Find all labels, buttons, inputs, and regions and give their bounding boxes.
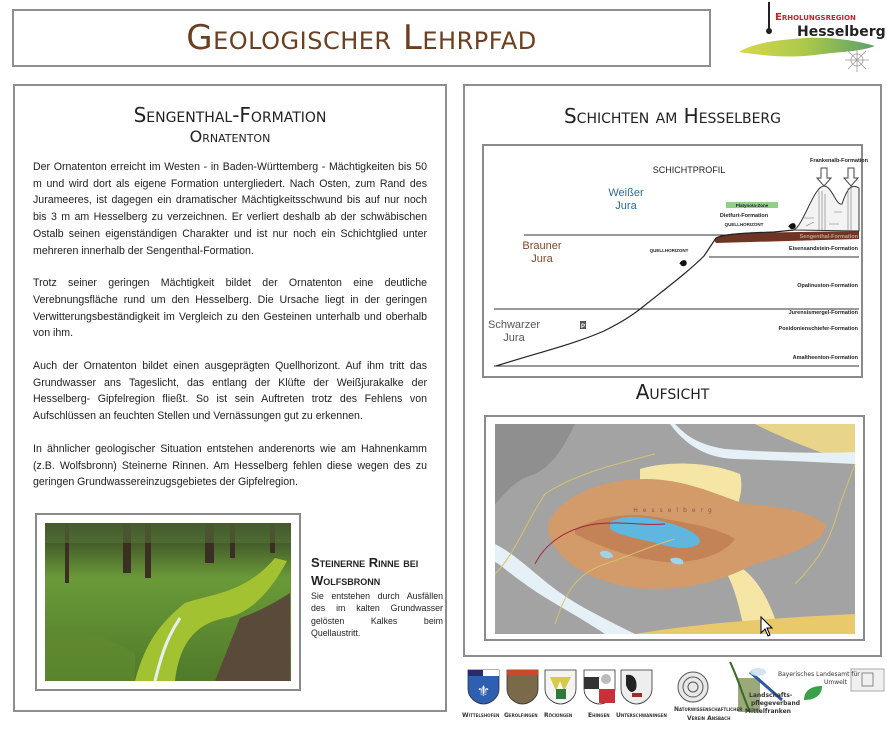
label-roeckingen: Röckingen — [544, 712, 573, 719]
paragraph-3: Auch der Ornatenton bildet einen ausgeprägten Quellhorizont. Auf ihm tritt das Grundwasser ans Tageslicht, das entlang der Klüfte der Weißjurakalke der Hesselberg- Gipfelregion fließt. So ist sein Auftreten trotz des Fehlens von Aufschlüssen an feuchten Stellen und Vernässungen gut zu erkennen. — [33, 360, 427, 423]
svg-text:⚜: ⚜ — [476, 682, 491, 700]
parking-label: P — [580, 324, 586, 330]
label-nva-line2: Verein Ansbach — [687, 715, 731, 722]
map-summit-label: Hesselberg — [633, 507, 717, 514]
label-opalinuston: Opalinuston-Formation — [797, 283, 858, 289]
label-posidonienschiefer: Posidonienschiefer-Formation — [778, 326, 858, 332]
gerolfingen-crest-icon — [506, 669, 539, 705]
profile-heading: Schichtprofil — [652, 165, 726, 175]
label-amaltheenton: Amaltheenton-Formation — [792, 355, 858, 361]
spring-icon — [789, 224, 795, 229]
label-quellhorizont: Quellhorizont — [724, 222, 764, 227]
weisser-label-1: Weißer — [608, 187, 644, 199]
roeckingen-crest-icon — [544, 669, 577, 705]
brauner-label-2: Jura — [531, 253, 553, 265]
map-section-title: Aufsicht — [635, 380, 710, 404]
ehingen-crest-icon — [583, 669, 616, 705]
label-lpv-line1: Landschafts- — [749, 692, 793, 699]
label-eisensandstein: Eisensandstein-Formation — [788, 246, 858, 252]
frankenalb-hills — [794, 186, 859, 231]
leaf-icon — [802, 684, 824, 702]
label-unterschwaningen: Unterschwaningen — [616, 712, 667, 719]
label-sengenthal: Sengenthal-Formation — [799, 234, 858, 240]
label-lpv-line3: Mittelfranken — [745, 708, 791, 715]
paragraph-1: Der Ornatenton erreicht im Westen - in Baden-Württemberg - Mächtigkeiten bis 50 m und wird dort als eigene Formation untergliedert. Nach Osten, zum Rand des Jurameeres, ist dagegen ein dramatischer Mächtigkeitsschwund bis auf nur noch bis 3 m am Hesselberg zu verzeichnen. Er verliert deshalb ab der schwäbischen Ostalb seinen eigenständigen Charakter und ist nur noch ein Schichtglied unter mehreren innerhalb der Sengenthal-Formation. — [33, 161, 427, 257]
paragraph-4: In ähnlicher geologischer Situation entstehen anderenorts wie am Hahnenkamm (z.B. Wolfsbronn) Steinerne Rinnen. Am Hesselberg fehlen diese wegen des zu geringen Grundwassereinzugsgebietes der Gipfelregion. — [33, 442, 427, 489]
caption-text: Sie entstehen durch Ausfällen des im kalten Grundwasser gelösten Kalkes beim Quellaustritt. — [311, 591, 443, 638]
label-gerolfingen: Gerolfingen — [504, 712, 538, 719]
schwarzer-label-2: Jura — [503, 332, 525, 344]
profile-section-title: Schichten am Hesselberg — [563, 104, 781, 128]
wittelshofen-crest-icon — [467, 669, 500, 705]
label-lfu-line2: Umwelt — [824, 679, 847, 686]
right-panel — [463, 84, 882, 657]
label-lpv-line2: pflegeverband — [751, 700, 801, 707]
title-banner — [12, 9, 711, 67]
spring-icon-lower — [680, 261, 686, 266]
label-wittelshofen: Wittelshofen — [462, 712, 500, 719]
logo-line-1: Erholungsregion — [775, 12, 856, 23]
label-frankenalb: Frankenalb-Formation — [809, 158, 869, 164]
ammonite-icon — [676, 669, 710, 705]
logo-line-2: Hesselberg — [797, 24, 886, 40]
mouse-cursor-icon — [760, 616, 774, 638]
section-title: Sengenthal-Formation — [133, 103, 327, 127]
sponsor-logos — [462, 664, 887, 729]
steinerne-rinne-photo — [45, 523, 291, 681]
brauner-label-1: Brauner — [522, 240, 562, 252]
schwarzer-label-1: Schwarzer — [488, 319, 540, 331]
geological-map — [495, 424, 855, 634]
label-platynota: Platynota-Zone — [735, 203, 769, 208]
label-dietfurt: Dietfurt-Formation — [719, 213, 769, 219]
hesselberg-logo — [735, 0, 885, 80]
label-quellhorizont-lower: Quellhorizont — [649, 248, 689, 253]
caption-title: Steinerne Rinne bei Wolfsbronn — [311, 555, 419, 588]
photo-caption — [311, 554, 443, 639]
unterschwaningen-crest-icon — [620, 669, 653, 705]
label-jurensismergel: Jurensismergel-Formation — [788, 310, 858, 316]
map-frame — [484, 415, 865, 641]
label-lfu-line1: Bayerisches Landesamt für — [778, 671, 860, 678]
section-subtitle: Ornatenton — [189, 127, 271, 146]
left-panel — [13, 84, 447, 712]
page-title: Geologischer Lehrpfad — [186, 18, 537, 58]
forest-photo-illustration — [45, 523, 291, 681]
weisser-label-2: Jura — [615, 200, 637, 212]
frankenalb-arrow-icon — [817, 168, 858, 186]
photo-frame — [35, 513, 301, 691]
label-ehingen: Ehingen — [588, 712, 610, 719]
paragraph-2: Trotz seiner geringen Mächtigkeit bildet der Ornatenton eine deutliche Verebnungsfläche rund um den Hesselberg. Die Ursache liegt in der geringen Verwitterungsbeständigkeit im Vergleich zu den Gesteinen unterhalb und oberhalb von ihm. — [33, 277, 427, 340]
label-nva-line1: Naturwissenschaftlicher — [674, 706, 743, 713]
schichtprofil-diagram — [482, 144, 869, 378]
